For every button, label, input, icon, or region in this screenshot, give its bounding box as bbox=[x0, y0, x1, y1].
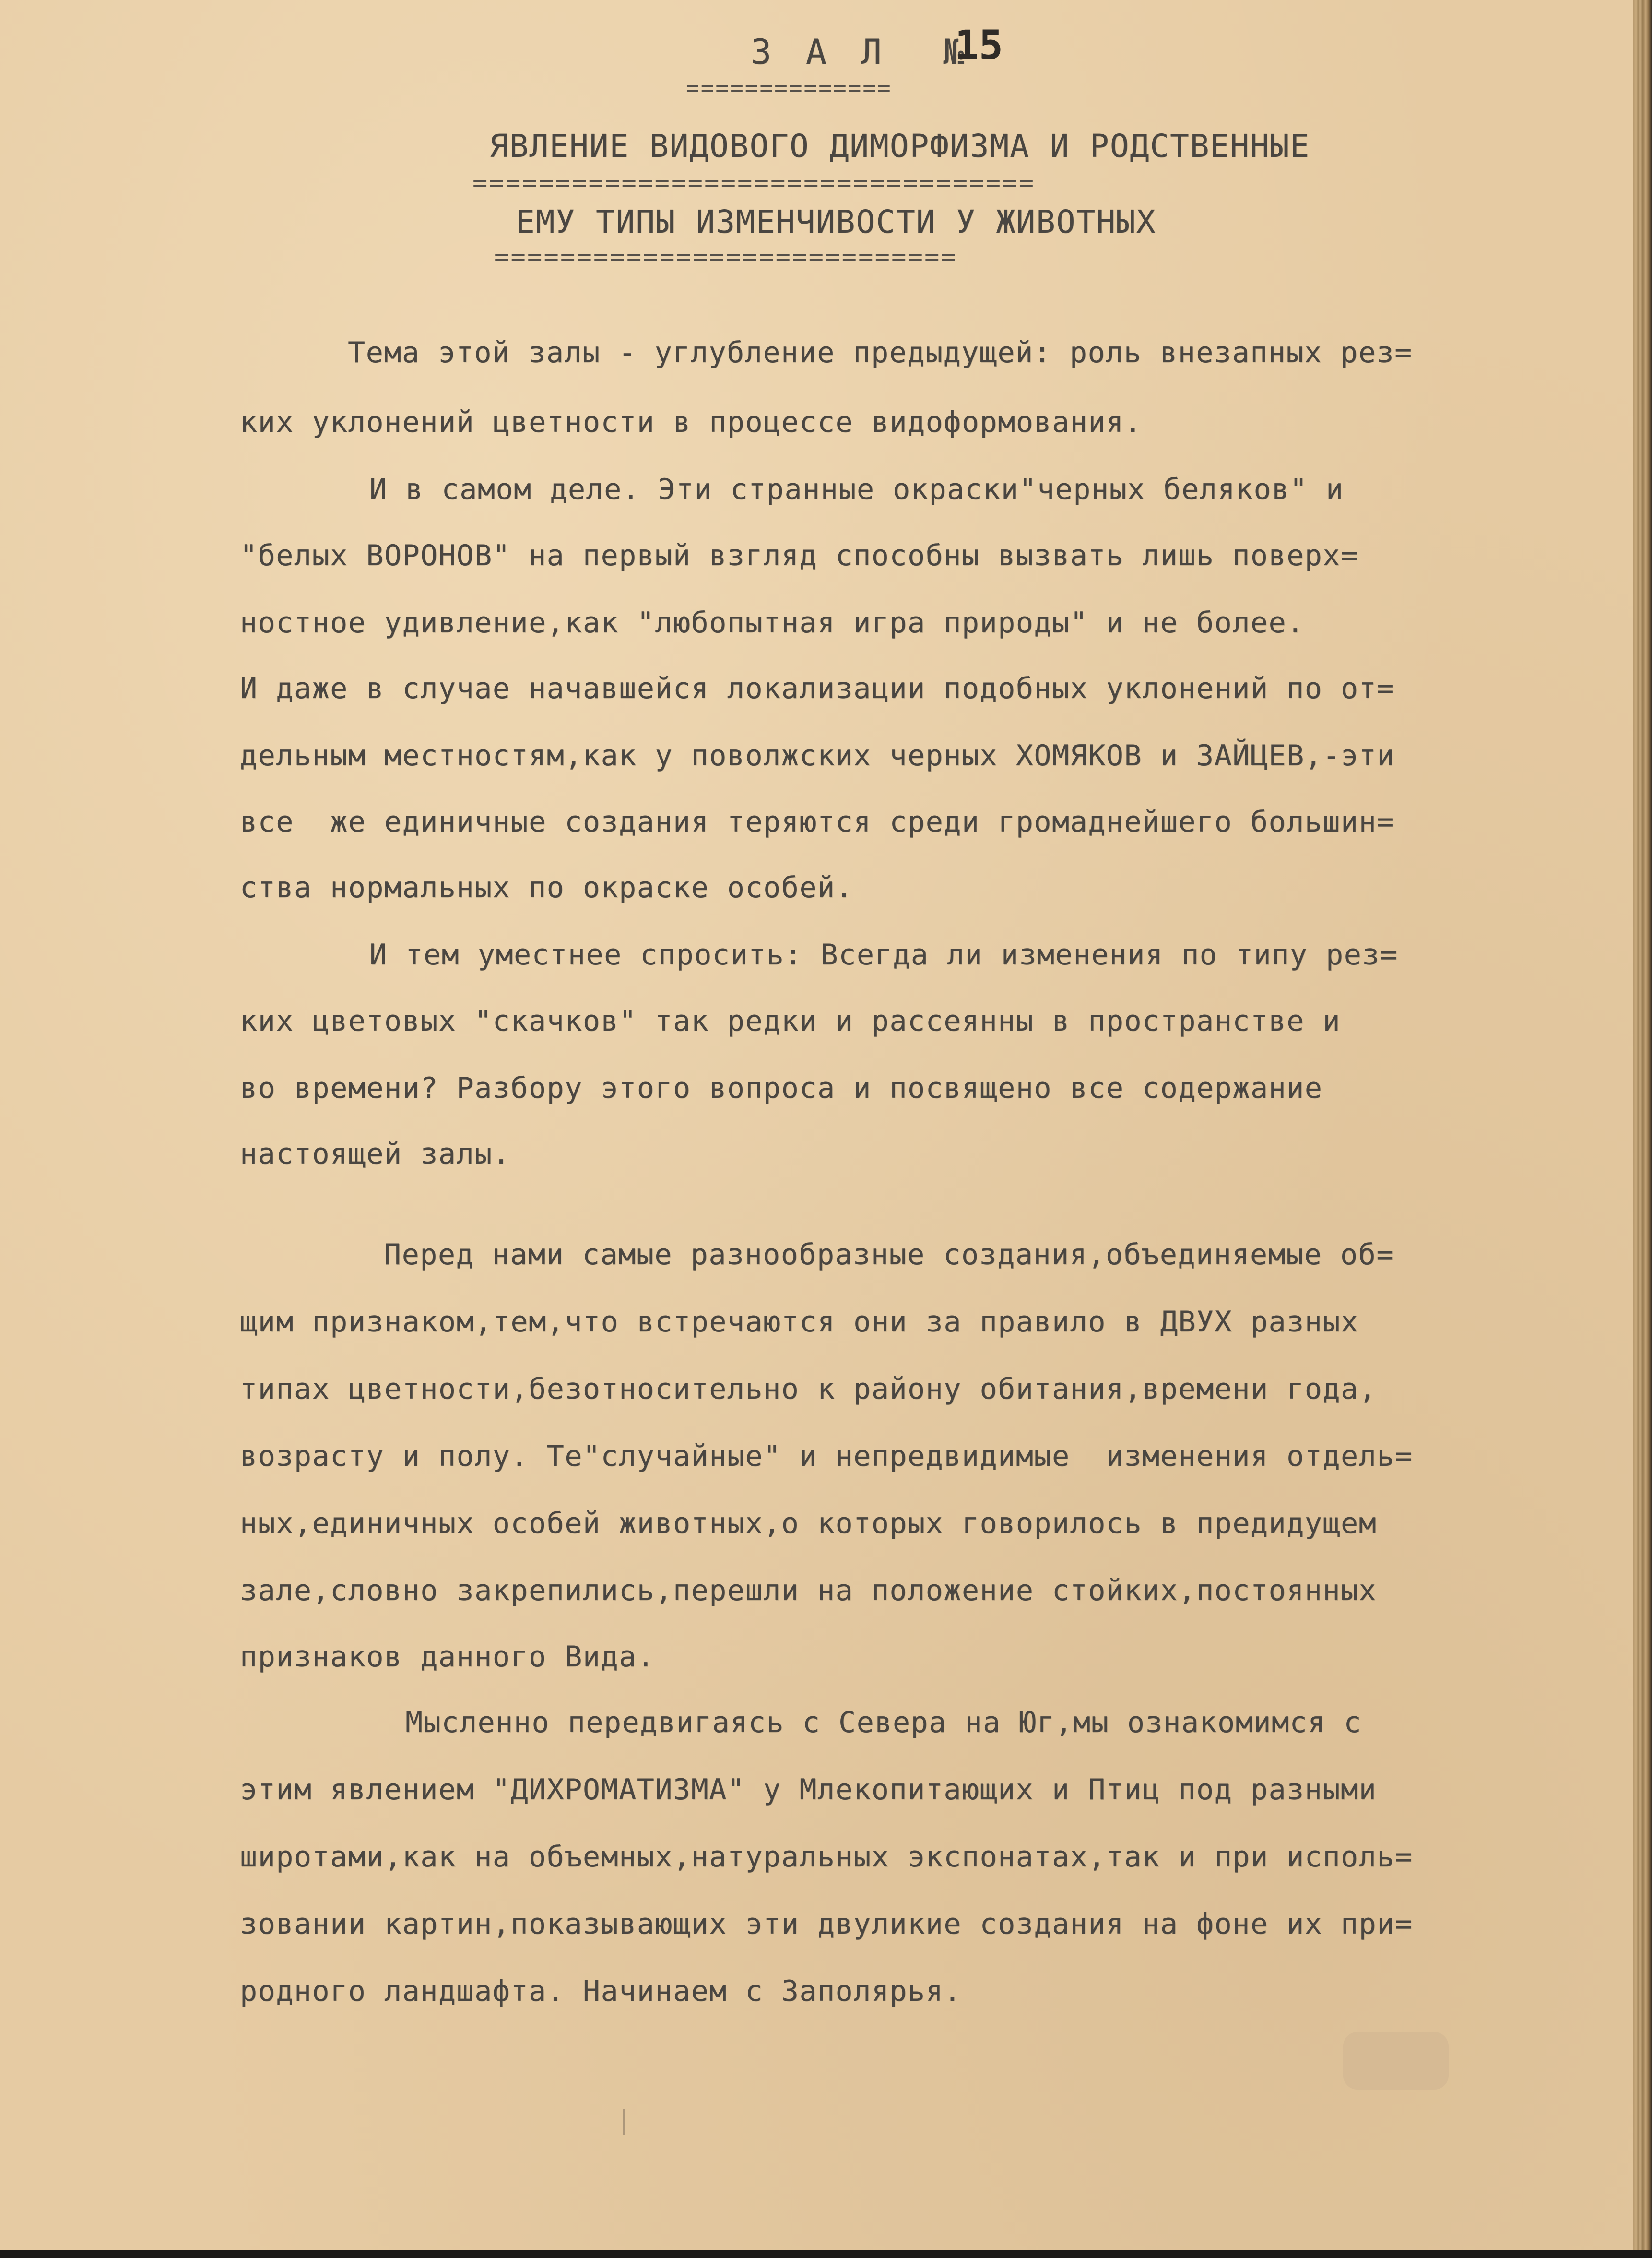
hall-number: 15 bbox=[955, 22, 1003, 69]
title-line-2: ЕМУ ТИПЫ ИЗМЕНЧИВОСТИ У ЖИВОТНЫХ bbox=[516, 203, 1156, 240]
body-line-2: ких уклонений цветности в процессе видоформования. bbox=[240, 405, 1143, 439]
stacked-sheet-edges bbox=[1633, 0, 1652, 2258]
title-underline-1: ================================== bbox=[472, 169, 1036, 198]
title-line-1: ЯВЛЕНИЕ ВИДОВОГО ДИМОРФИЗМА И РОДСТВЕННЫЕ bbox=[489, 128, 1310, 165]
body-line-21: Мысленно передвигаясь с Севера на Юг,мы ознакомимся с bbox=[405, 1706, 1362, 1739]
body-line-13: настоящей залы. bbox=[240, 1137, 511, 1171]
body-line-22: этим явлением "ДИХРОМАТИЗМА" у Млекопитающих и Птиц под разными bbox=[240, 1773, 1377, 1806]
body-line-8: все же единичные создания теряются среди громаднейшего большин= bbox=[240, 805, 1395, 839]
body-line-12: во времени? Разбору этого вопроса и посвящено все содержание bbox=[240, 1071, 1323, 1105]
body-line-4: "белых ВОРОНОВ" на первый взгляд способны вызвать лишь поверх= bbox=[240, 539, 1359, 572]
pencil-mark bbox=[623, 2109, 625, 2135]
body-line-17: возрасту и полу. Те"случайные" и непредвидимые изменения отдель= bbox=[240, 1439, 1413, 1473]
hall-underline: ============== bbox=[686, 75, 892, 101]
body-line-5: ностное удивление,как "любопытная игра природы" и не более. bbox=[240, 606, 1305, 640]
body-line-10: И тем уместнее спросить: Всегда ли изменения по типу рез= bbox=[369, 938, 1398, 972]
scan-background bbox=[0, 2250, 1652, 2258]
body-line-9: ства нормальных по окраске особей. bbox=[240, 871, 854, 904]
body-line-1: Тема этой залы - углубление предыдущей: роль внезапных рез= bbox=[348, 336, 1413, 369]
title-underline-2: ============================ bbox=[494, 243, 958, 272]
body-line-24: зовании картин,показывающих эти двуликие создания на фоне их при= bbox=[240, 1907, 1413, 1941]
body-line-18: ных,единичных особей животных,о которых говорилось в предидущем bbox=[240, 1507, 1377, 1540]
body-line-15: щим признаком,тем,что встречаются они за правило в ДВУХ разных bbox=[240, 1305, 1359, 1339]
body-line-20: признаков данного Вида. bbox=[240, 1640, 655, 1674]
body-line-14: Перед нами самые разнообразные создания,объединяемые об= bbox=[384, 1238, 1394, 1272]
body-line-25: родного ландшафта. Начинаем с Заполярья. bbox=[240, 1974, 962, 2008]
body-line-11: ких цветовых "скачков" так редки и рассеянны в пространстве и bbox=[240, 1004, 1341, 1038]
body-line-19: зале,словно закрепились,перешли на положение стойких,постоянных bbox=[240, 1574, 1377, 1607]
paper-smudge bbox=[1343, 2032, 1449, 2090]
body-line-6: И даже в случае начавшейся локализации подобных уклонений по от= bbox=[240, 672, 1395, 705]
body-line-23: широтами,как на объемных,натуральных экспонатах,так и при исполь= bbox=[240, 1840, 1413, 1874]
body-line-16: типах цветности,безотносительно к району обитания,времени года, bbox=[240, 1372, 1377, 1406]
body-line-7: дельным местностям,как у поволжских черных ХОМЯКОВ и ЗАЙЦЕВ,-эти bbox=[240, 739, 1395, 772]
body-line-3: И в самом деле. Эти странные окраски"черных беляков" и bbox=[369, 473, 1344, 506]
hall-label: З А Л № bbox=[751, 32, 971, 72]
